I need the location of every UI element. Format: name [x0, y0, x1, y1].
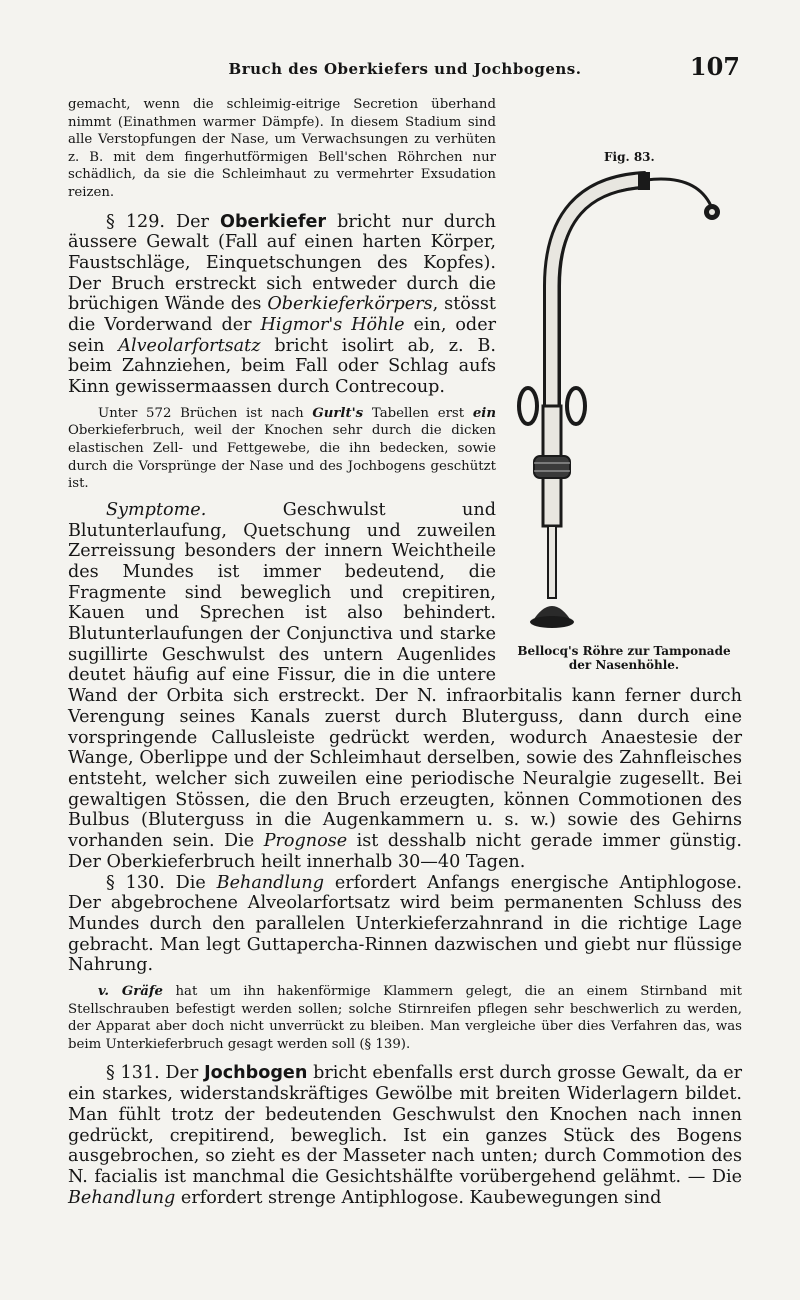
section-129-label: § 129. — [106, 211, 165, 232]
paragraph-131: § 131. Der Jochbogen bricht ebenfalls erst durch grosse Gewalt, da er ein starkes, widerstandskräftiges Gewölbe mit breiten Widerlagern bildet. Man fühlt trotz der bedeutenden Geschwulst den Knochen nach innen gedrückt, crepitirend, beweglich. Ist ein ganzes Stück des Bogens ausgebrochen, so zieht es der Masseter nach unten; durch Commotion des N. facialis ist manchmal die Gesichtshälfte vorübergehend gelähmt. — Die Behandlung erfordert strenge Antiphlogose. Kaubewegungen sind — [68, 1063, 743, 1208]
note-graefe: v. Gräfe hat um ihn hakenförmige Klammern gelegt, die an einem Stirnband mit Stellschrauben befestigt werden sollen; solche Stirnreifen pflegen sehr beschwerlich zu werden, der Apparat aber doch nicht unverrückt zu bleiben. Man vergleiche über dies Verfahren das, was beim Unterkieferbruch gesagt werden soll (§ 139). — [68, 984, 742, 1052]
page-body — [68, 96, 742, 1208]
paragraph-130: § 130. Die Behandlung erfordert Anfangs energische Antiphlogose. Der abgebrochene Alveolarfortsatz wird beim permanenten Schluss des Mundes durch den parallelen Unterkieferzahnrand in die richtige Lage gebracht. Man legt Guttapercha-Rinnen dazwischen und giebt nur flüssige Nahrung. — [68, 872, 742, 976]
paragraph-symptome: Symptome. Geschwulst und Blutunterlaufung, Quetschung und zuweilen Zerreissung besonders der innern Weichtheile des Mundes ist immer bedeutend, die Fragmente sind beweglich und crepitiren, Kauen und Sprechen ist also behindert. Blutunterlaufungen der Conjunctiva und starke sugillirte Geschwulst des untern Augenlides deutet häufig auf eine Fissur, die in die untere Wand der Orbita sich erstreckt. Der N. infraorbitalis kann ferner durch Verengung seines Kanals zuerst durch Bluterguss, dann durch eine vorspringende Callusleiste gedrückt werden, wodurch Anaestesie der Wange, Oberlippe und der Schleimhaut derselben, sowie des Zahnfleisches entsteht, welcher sich zuweilen eine periodische Neuralgie zugesellt. Bei gewaltigen Stössen, die den Bruch erzeugten, können Commotionen des Bulbus (Bluterguss in die Augenkammern u. s. w.) sowie des Gehirns vorhanden sein. Die Prognose ist desshalb nicht gerade immer günstig. Der Oberkieferbruch heilt innerhalb 30—40 Tagen. — [68, 499, 742, 872]
note-gurlt: Unter 572 Brüchen ist nach Gurlt's Tabellen erst ein Oberkieferbruch, weil der Knochen sehr durch die dicken elastischen Zell- und Fettgewebe, die ihn bedecken, sowie durch die Vorsprünge der Nase und des Jochbogens geschützt ist. — [68, 405, 497, 492]
section-130-label: § 130. — [106, 872, 165, 893]
running-header — [70, 52, 740, 86]
figure-83 — [506, 150, 742, 670]
figure-caption: Bellocq's Röhre zur Tamponade der Nasenhöhle. — [517, 644, 731, 672]
figure-label: Fig. 83. — [604, 150, 655, 164]
term-jochbogen: Jochbogen — [204, 1063, 308, 1084]
running-title: Bruch des Oberkiefers und Jochbogens. — [228, 60, 582, 78]
page-number: 107 — [689, 52, 740, 81]
term-oberkiefer: Oberkiefer — [220, 211, 327, 232]
paragraph-129: § 129. Der Oberkiefer bricht nur durch äussere Gewalt (Fall auf einen harten Körper, Faustschläge, Einquetschungen des Kopfes). Der Bruch erstreckt sich entweder durch die brüchigen Wände des Oberkieferkörpers, stösst die Vorderwand der Higmor's Höhle ein, oder sein Alveolarfortsatz bricht isolirt ab, z. B. beim Zahnziehen, beim Fall oder Schlag aufs Kinn gewissermaassen durch Contrecoup. — [68, 211, 497, 398]
section-131-label: § 131. — [106, 1063, 160, 1084]
bellocq-tube-illustration — [506, 166, 742, 636]
paragraph-intro: gemacht, wenn die schleimig-eitrige Secretion überhand nimmt (Einathmen warmer Dämpfe). In diesem Stadium sind alle Verstopfungen der Nase, um Verwachsungen zu verhüten z. B. mit dem fingerhutförmigen Bell'schen Röhrchen nur schädlich, da sie die Schleimhaut zu vermehrter Exsudation reizen. — [68, 97, 496, 200]
symptome-label: Symptome. — [106, 499, 207, 520]
